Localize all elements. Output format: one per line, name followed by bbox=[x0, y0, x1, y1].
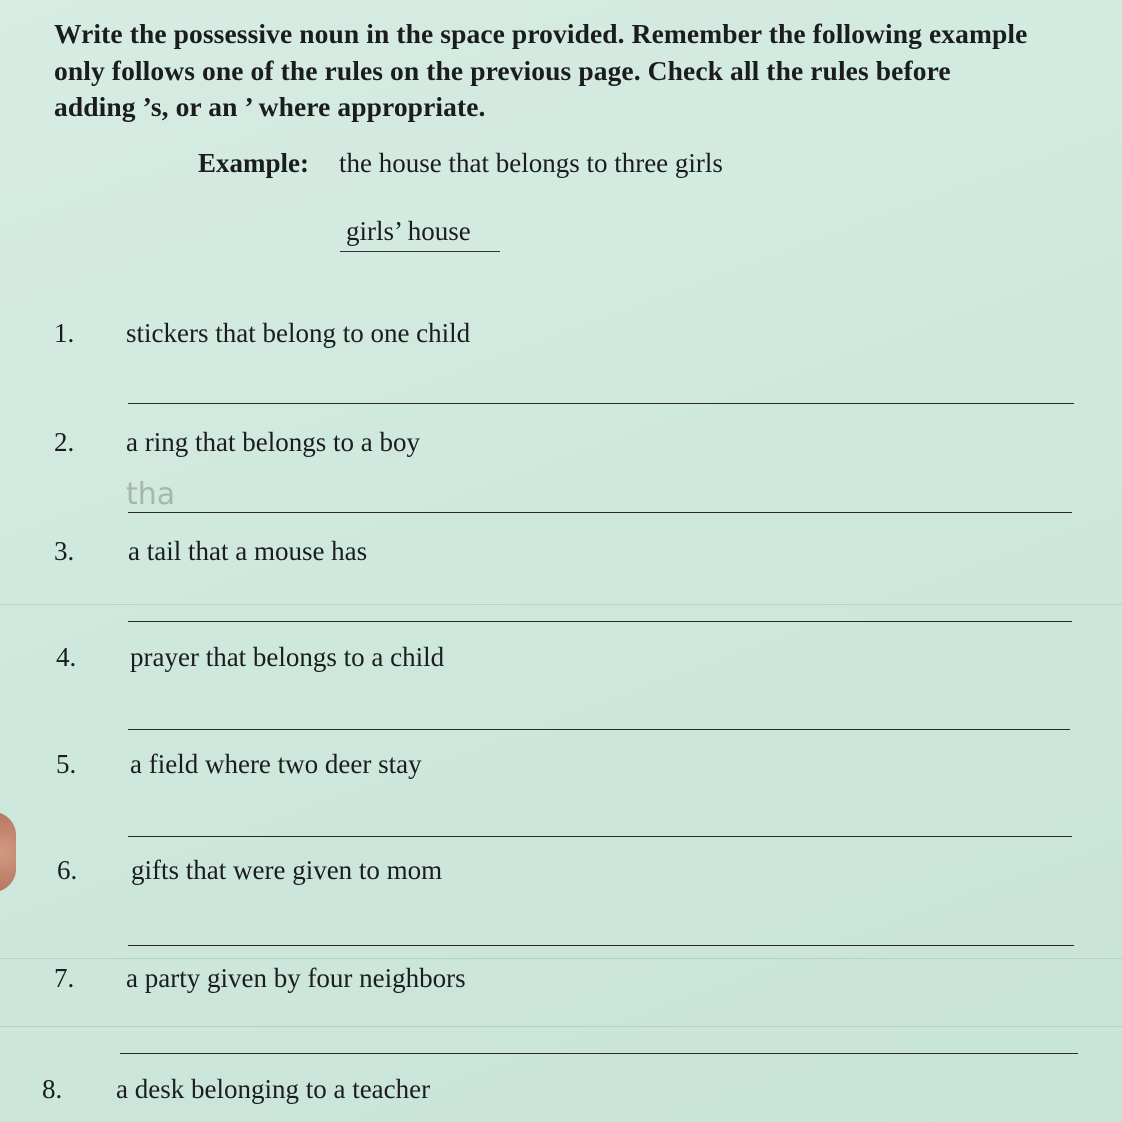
instructions bbox=[54, 16, 1104, 126]
item-text: a tail that a mouse has bbox=[128, 536, 368, 566]
item-text: a field where two deer stay bbox=[130, 749, 422, 779]
answer-blank-2[interactable] bbox=[128, 512, 1072, 513]
item-number: 6. bbox=[57, 855, 78, 885]
example-label: Example: bbox=[198, 148, 309, 178]
item-number: 3. bbox=[54, 536, 75, 566]
bleed-through-line bbox=[0, 604, 1122, 605]
answer-blank-5[interactable] bbox=[128, 836, 1072, 837]
item-text: gifts that were given to mom bbox=[131, 855, 443, 885]
item-text: a desk belonging to a teacher bbox=[116, 1074, 431, 1104]
item-number: 1. bbox=[54, 318, 75, 348]
item-text: a ring that belongs to a boy bbox=[126, 427, 420, 457]
answer-blank-4[interactable] bbox=[128, 729, 1070, 730]
bleed-through-line bbox=[0, 1026, 1122, 1027]
answer-blank-1[interactable] bbox=[128, 403, 1074, 404]
example-answer: girls’ house bbox=[340, 216, 500, 252]
item-number: 8. bbox=[42, 1074, 63, 1104]
instructions-line-1: Write the possessive noun in the space provided. Remember the following example bbox=[54, 18, 1028, 49]
pencil-handwriting: tha bbox=[126, 477, 176, 512]
item-number: 7. bbox=[54, 963, 75, 993]
item-number: 5. bbox=[56, 749, 77, 779]
bleed-through-line bbox=[0, 958, 1122, 959]
thumb-shadow bbox=[0, 812, 16, 892]
answer-blank-7[interactable] bbox=[120, 1053, 1078, 1054]
answer-blank-3[interactable] bbox=[128, 621, 1072, 622]
item-text: prayer that belongs to a child bbox=[130, 642, 445, 672]
item-text: stickers that belong to one child bbox=[126, 318, 471, 348]
answer-blank-6[interactable] bbox=[128, 945, 1074, 946]
item-number: 2. bbox=[54, 427, 75, 457]
example-prompt: the house that belongs to three girls bbox=[339, 148, 723, 178]
instructions-line-2: only follows one of the rules on the previous page. Check all the rules before bbox=[54, 54, 951, 86]
example bbox=[198, 148, 723, 179]
item-number: 4. bbox=[56, 642, 77, 672]
item-text: a party given by four neighbors bbox=[126, 963, 466, 993]
instructions-line-3: adding ’s, or an ’ where appropriate. bbox=[54, 91, 486, 122]
